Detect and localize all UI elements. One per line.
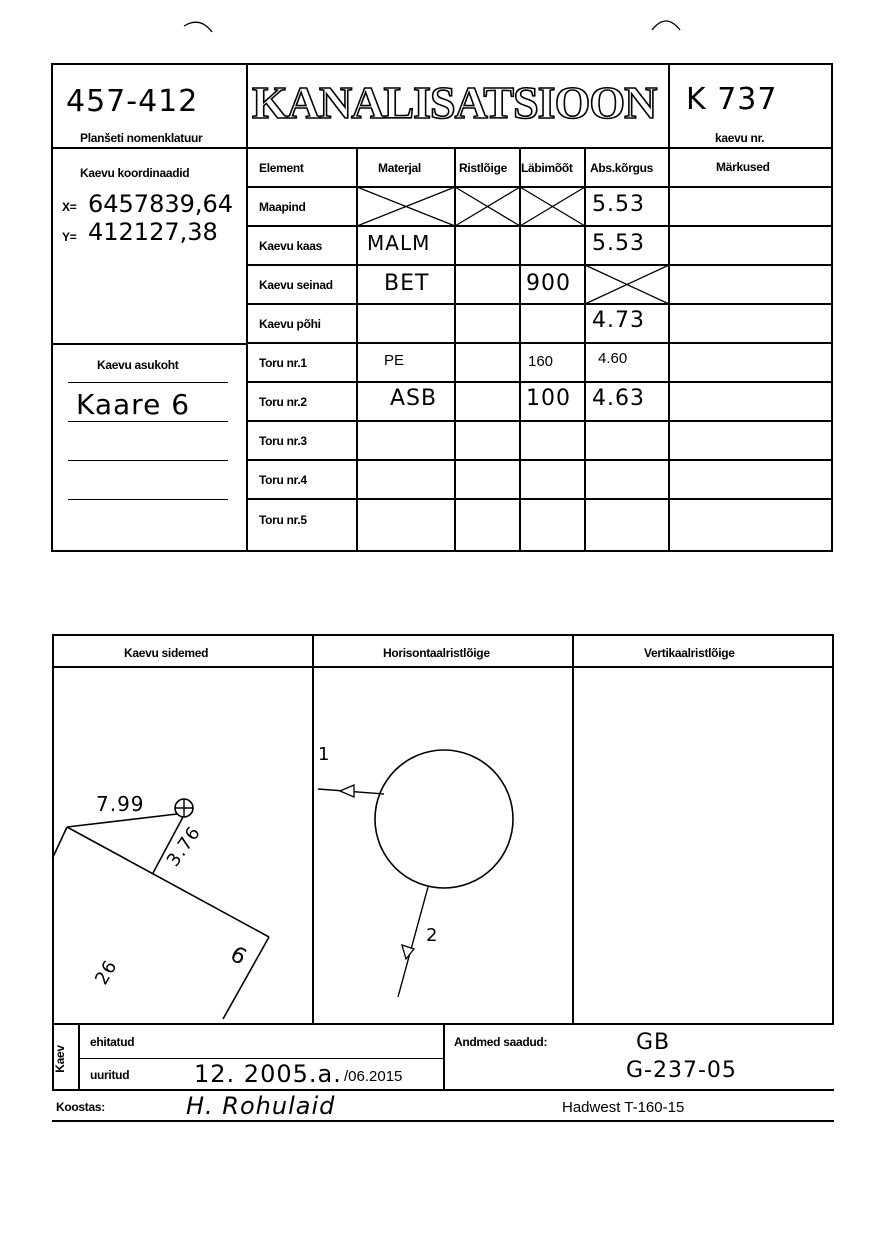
cell-walls-material: BET (384, 271, 430, 296)
location-value: Kaare 6 (76, 388, 191, 421)
built-label: ehitatud (90, 1035, 135, 1049)
cell-pipe-2-abs-height: 4.63 (592, 386, 645, 411)
crossed-cell-ground-diameter (520, 187, 585, 226)
coordinate-x-prefix: X= (62, 200, 77, 214)
pipe-2-line (398, 887, 428, 997)
crossed-cell-ground-material (357, 187, 455, 226)
horizontal-section-label: Horisontaalristlõige (383, 646, 490, 660)
coordinates-label: Kaevu koordinaadid (80, 166, 190, 180)
cell-pipe-1-diameter: 160 (528, 353, 554, 370)
coordinate-y-value: 412127,38 (88, 218, 218, 246)
vertical-section-label: Vertikaalristlõige (644, 646, 735, 660)
footer-note: Hadwest T-160-15 (562, 1099, 685, 1116)
page-title: KANALISATSIOON (252, 77, 657, 128)
measured-date-update: /06.2015 (344, 1068, 403, 1085)
pipe-1-number: 1 (318, 744, 331, 765)
measured-date: 12. 2005.a. (194, 1060, 342, 1088)
manhole-icon (175, 799, 193, 817)
author-label: Koostas: (56, 1100, 105, 1114)
well-number-label: kaevu nr. (715, 131, 765, 145)
row-label-pipe-1: Toru nr.1 (259, 356, 307, 370)
coordinate-x-value: 6457839,64 (88, 190, 234, 218)
author-signature: H. Rohulaid (186, 1092, 336, 1120)
well-group-label: Kaev (52, 1045, 67, 1073)
pipe-2-number: 2 (426, 925, 439, 946)
tie-distance-1: 7.99 (96, 792, 145, 816)
column-header-cross-section: Ristlõige (459, 161, 507, 175)
ties-section-label: Kaevu sidemed (124, 646, 209, 660)
binder-hole-left (182, 18, 222, 38)
column-header-abs-height: Abs.kõrgus (590, 161, 654, 175)
cell-lid-abs-height: 5.53 (592, 231, 645, 256)
row-label-pipe-2: Toru nr.2 (259, 395, 307, 409)
coordinate-y-prefix: Y= (62, 230, 77, 244)
cell-ground-abs-height: 5.53 (592, 192, 645, 217)
row-label-pipe-5: Toru nr.5 (259, 513, 307, 527)
row-label-ground: Maapind (259, 200, 306, 214)
building-wall-line (53, 827, 67, 857)
nomenclature-label: Planšeti nomenklatuur (80, 131, 203, 145)
row-label-pipe-3: Toru nr.3 (259, 434, 307, 448)
horizontal-section-sketch (314, 667, 573, 1023)
column-header-element: Element (259, 161, 304, 175)
pipe-1-arrow-icon (340, 785, 354, 797)
column-header-material: Materjal (378, 161, 421, 175)
cell-walls-diameter: 900 (526, 271, 571, 296)
binder-hole-right (648, 16, 688, 46)
data-source-label: Andmed saadud: (454, 1035, 548, 1049)
measured-label: uuritud (90, 1068, 130, 1082)
row-label-walls: Kaevu seinad (259, 278, 333, 292)
location-label: Kaevu asukoht (97, 358, 179, 372)
nomenclature-value: 457-412 (66, 84, 199, 119)
crossed-cell-ground-cross-section (455, 187, 520, 226)
data-source-value-1: GB (636, 1030, 671, 1055)
well-number-value: K 737 (686, 82, 778, 117)
row-label-pipe-4: Toru nr.4 (259, 473, 307, 487)
row-label-lid: Kaevu kaas (259, 239, 323, 253)
crossed-cell-walls-abs-height (585, 265, 669, 304)
cell-lid-material: MALM (367, 231, 431, 255)
column-header-diameter: Läbimõõt (521, 161, 573, 175)
cell-pipe-1-abs-height: 4.60 (598, 350, 628, 367)
cell-pipe-1-material: PE (384, 352, 405, 369)
row-label-bottom: Kaevu põhi (259, 317, 321, 331)
side-dimension-2: 6 (225, 941, 252, 972)
manhole-outline (375, 750, 513, 888)
tie-distance-2: 3.76 (162, 822, 206, 871)
data-source-value-2: G-237-05 (626, 1058, 737, 1083)
side-dimension-1: 26 (91, 956, 122, 989)
cell-pipe-2-diameter: 100 (526, 386, 571, 411)
cell-pipe-2-material: ASB (390, 386, 438, 411)
column-header-remarks: Märkused (716, 160, 770, 174)
cell-bottom-abs-height: 4.73 (592, 308, 645, 333)
